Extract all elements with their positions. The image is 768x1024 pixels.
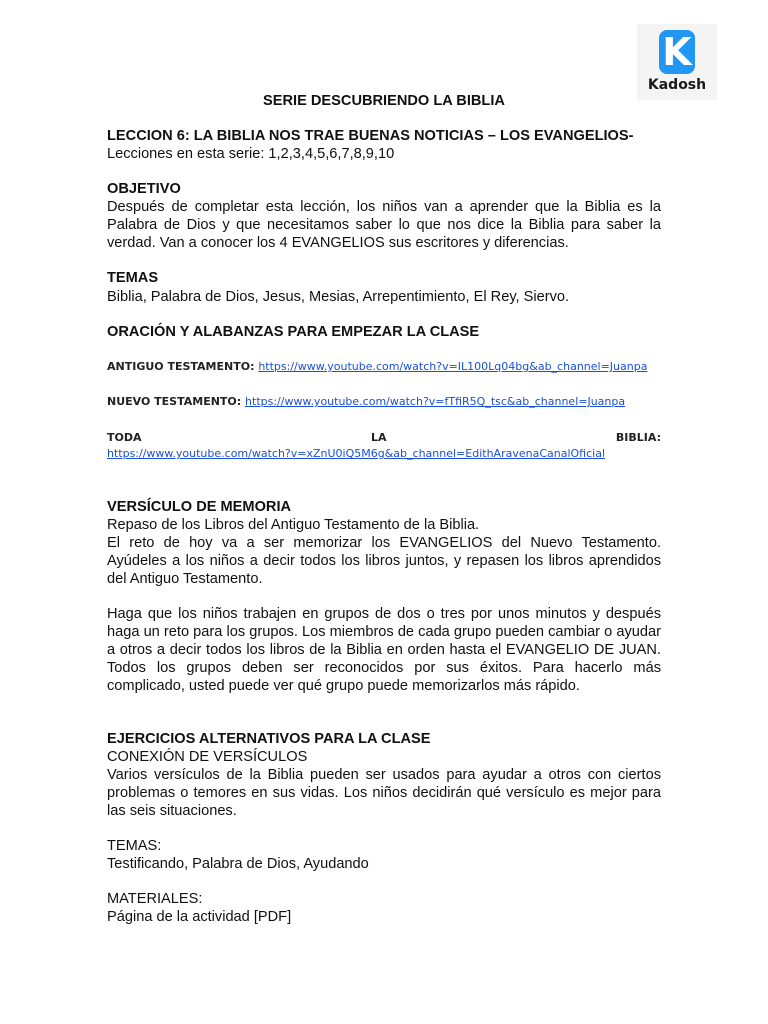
kadosh-k-icon: K [659, 30, 695, 74]
conexion-text: Varios versículos de la Biblia pueden ser usados para ayudar a otros con ciertos problemas o temores en sus vidas. Los niños decidirán qué versículo es mejor para las seis situaciones. [107, 767, 661, 819]
antiguo-testamento-line [107, 358, 661, 376]
versiculo-p1: Repaso de los Libros del Antiguo Testamento de la Biblia. [107, 517, 480, 533]
toda-la-biblia-link-line [107, 445, 661, 463]
versiculo-p2: El reto de hoy va a ser memorizar los EVANGELIOS del Nuevo Testamento. Ayúdeles a los niños a decir todos los libros juntos, y repasen los libros aprendidos del Antiguo Testamento. [107, 535, 661, 587]
lesson-title: LECCION 6: LA BIBLIA NOS TRAE BUENAS NOTICIAS – LOS EVANGELIOS- [107, 128, 634, 144]
antiguo-testamento-link[interactable]: https://www.youtube.com/watch?v=IL100Lq04bg&ab_channel=Juanpa [258, 360, 648, 373]
temas-heading: TEMAS [107, 270, 159, 286]
nuevo-testamento-label: NUEVO TESTAMENTO: [107, 395, 242, 408]
oracion-heading: ORACIÓN Y ALABANZAS PARA EMPEZAR LA CLASE [107, 324, 480, 340]
toda-la-biblia-link[interactable]: https://www.youtube.com/watch?v=xZnU0iQ5M6g&ab_channel=EdithAravenaCanalOficial [107, 447, 606, 460]
series-title: SERIE DESCUBRIENDO LA BIBLIA [263, 93, 505, 109]
versiculo-p3: Haga que los niños trabajen en grupos de dos o tres por unos minutos y después haga un reto para los grupos. Los miembros de cada grupo pueden cambiar o ayudar a otros a decir todos los libros de la Biblia en orden hasta el EVANGELIO DE JUAN. Todos los grupos deben ser reconocidos por sus éxitos. Para hacerlo más complicado, usted puede ver qué grupo puede memorizarlos más rápido. [107, 606, 661, 694]
temas2-heading: TEMAS: [107, 838, 162, 854]
materiales-text: Página de la actividad [PDF] [107, 909, 292, 925]
conexion-heading: CONEXIÓN DE VERSÍCULOS [107, 749, 308, 765]
kadosh-logo [637, 24, 717, 100]
objetivo-heading: OBJETIVO [107, 181, 181, 197]
nuevo-testamento-line [107, 393, 661, 411]
ejercicios-heading: EJERCICIOS ALTERNATIVOS PARA LA CLASE [107, 731, 431, 747]
temas2-text: Testificando, Palabra de Dios, Ayudando [107, 856, 369, 872]
kadosh-logo-text: Kadosh [647, 77, 707, 93]
versiculo-heading: VERSÍCULO DE MEMORIA [107, 499, 292, 515]
temas-text: Biblia, Palabra de Dios, Jesus, Mesias, Arrepentimiento, El Rey, Siervo. [107, 289, 570, 305]
la-word: LA [370, 431, 387, 444]
toda-word: TODA [107, 431, 142, 444]
materiales-heading: MATERIALES: [107, 891, 203, 907]
antiguo-testamento-label: ANTIGUO TESTAMENTO: [107, 360, 255, 373]
biblia-word: BIBLIA: [615, 431, 661, 444]
nuevo-testamento-link[interactable]: https://www.youtube.com/watch?v=fTfiR5Q_tsc&ab_channel=Juanpa [245, 395, 626, 408]
objetivo-text: Después de completar esta lección, los niños van a aprender que la Biblia es la Palabra de Dios y que necesitamos saber lo que nos dice la Biblia para saber la verdad. Van a conocer los 4 EVANGELIOS sus escritores y diferencias. [107, 199, 661, 251]
lessons-line: Lecciones en esta serie: 1,2,3,4,5,6,7,8,9,10 [107, 146, 395, 162]
